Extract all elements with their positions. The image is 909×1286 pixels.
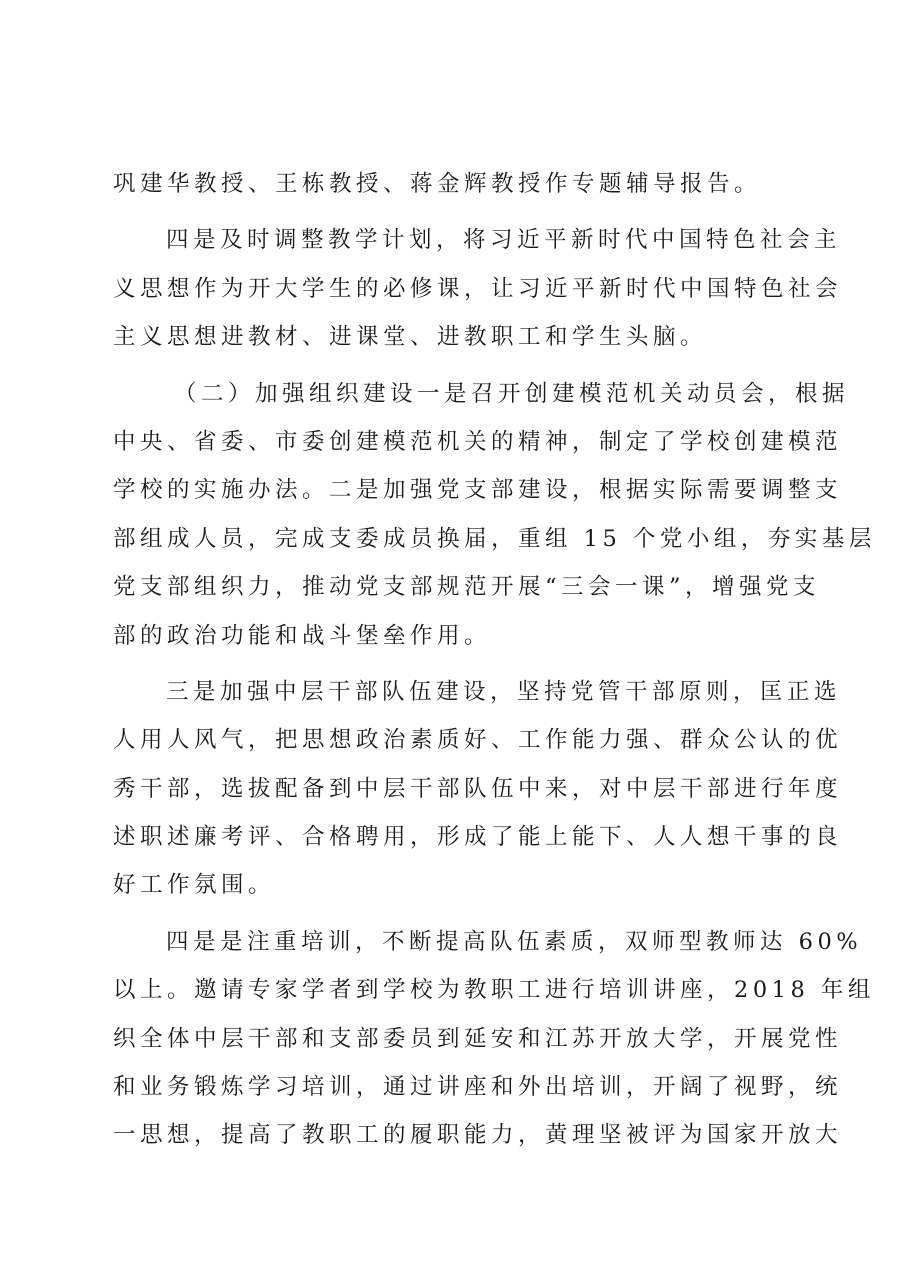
paragraph [113,160,797,208]
text-line: 四是是注重培训，不断提高队伍素质，双师型教师达 60% [166,928,863,955]
text-line: 义思想作为开大学生的必修课，让习近平新时代中国特色社会 [113,275,843,302]
paragraph [113,668,843,910]
document-body [113,160,876,1160]
text-line: 人用人风气，把思想政治素质好、工作能力强、群众公认的优 [113,727,843,754]
text-line: 好工作氛围。 [113,872,276,899]
text-line: 四是及时调整教学计划，将习近平新时代中国特色社会主 [166,227,842,254]
paragraph [113,216,843,361]
text-line: 织全体中层干部和支部委员到延安和江苏开放大学，开展党性 [113,1025,843,1052]
text-line: 主义思想进教材、进课堂、进教职工和学生头脑。 [113,324,708,351]
text-line: 部组成人员，完成支委成员换届，重组 15 个党小组，夯实基层 [113,525,876,552]
text-line: 三是加强中层干部队伍建设，坚持党管干部原则，匡正选 [166,678,842,705]
text-line: 巩建华教授、王栋教授、蒋金辉教授作专题辅导报告。 [113,171,762,197]
text-line: 一思想，提高了教职工的履职能力，黄理坚被评为国家开放大 [113,1122,843,1149]
text-line: 部的政治功能和战斗堡垒作用。 [113,622,492,649]
text-line: （二）加强组织建设一是召开创建模范机关动员会，根据 [174,380,850,407]
text-line: 中央、省委、市委创建模范机关的精神，制定了学校创建模范 [113,428,843,455]
text-line: 党支部组织力，推动党支部规范开展“三会一课”，增强党支 [113,574,821,601]
text-line: 秀干部，选拔配备到中层干部队伍中来，对中层干部进行年度 [113,775,843,802]
text-line: 学校的实施办法。二是加强党支部建设，根据实际需要调整支 [113,477,843,504]
text-line: 和业务锻炼学习培训，通过讲座和外出培训，开阔了视野，统 [113,1074,843,1101]
paragraph [113,918,875,1160]
text-line: 以上。邀请专家学者到学校为教职工进行培训讲座，2018 年组 [113,977,875,1004]
paragraph [113,370,876,660]
text-line: 述职述廉考评、合格聘用，形成了能上能下、人人想干事的良 [113,824,843,851]
